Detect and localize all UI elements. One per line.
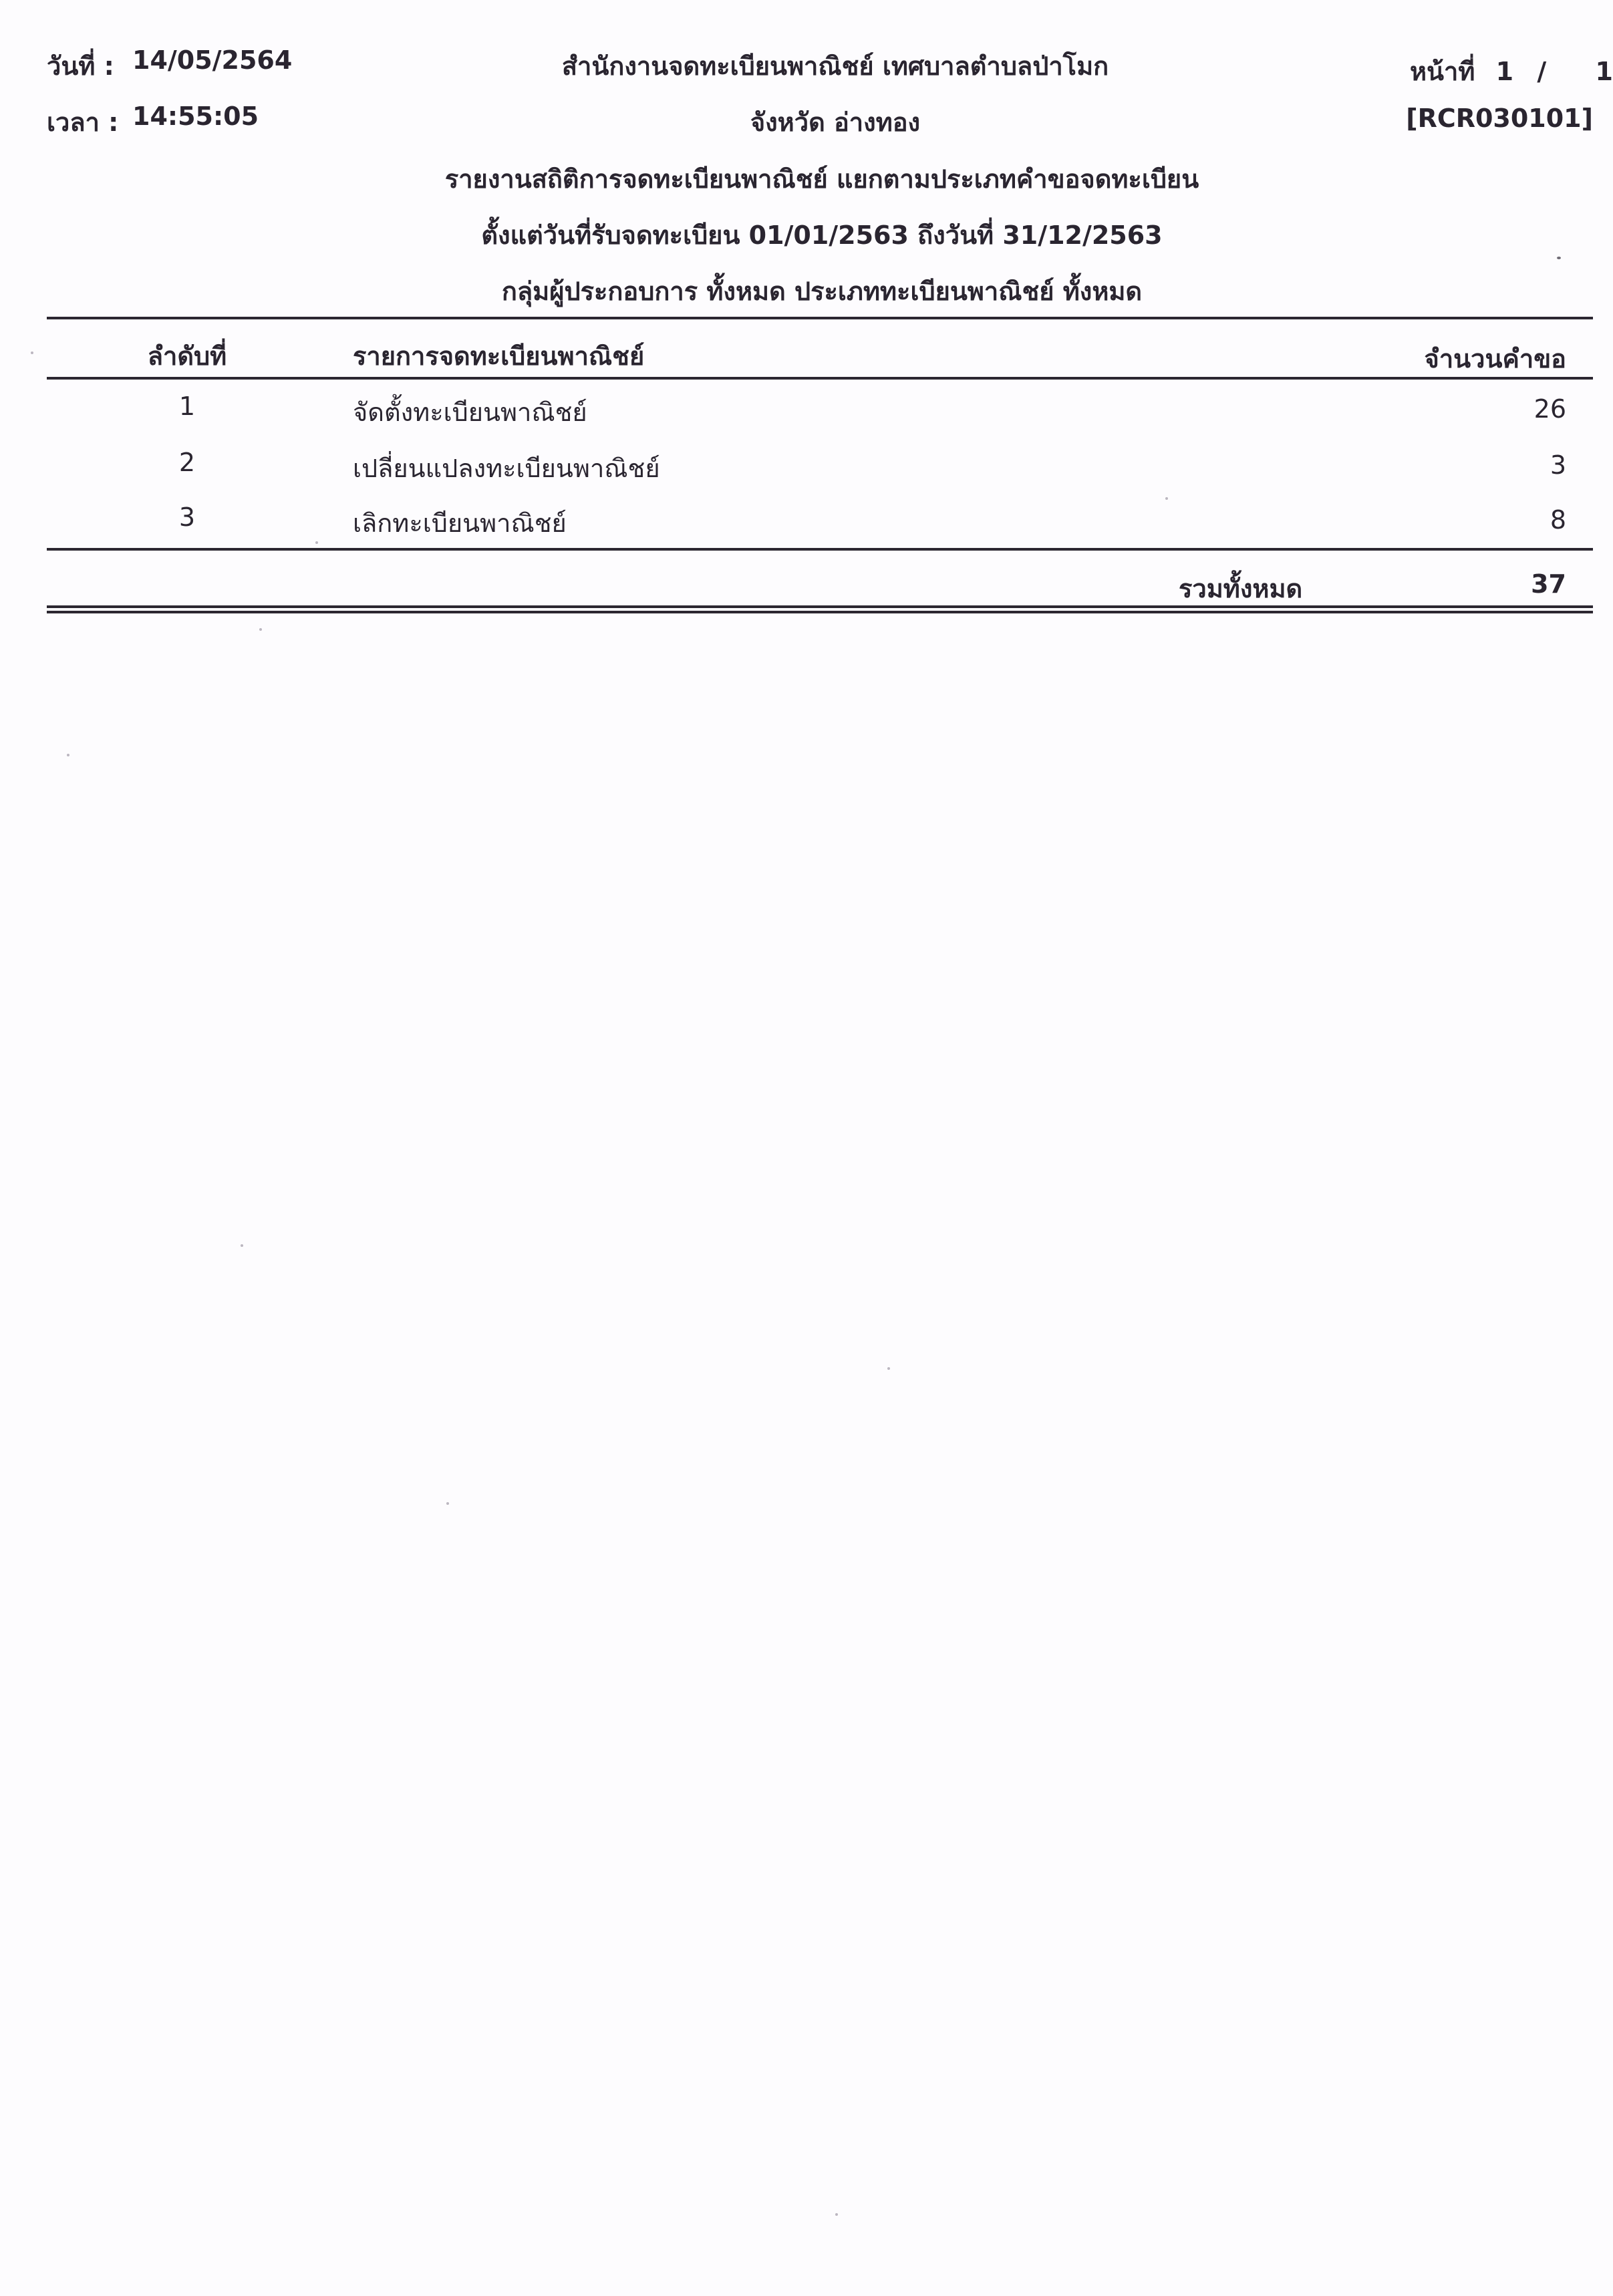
page-label: หน้าที่ xyxy=(1410,57,1475,86)
scan-speck xyxy=(446,1502,449,1505)
total-value: 37 xyxy=(1531,569,1566,599)
scan-speck xyxy=(835,2213,838,2216)
page-number xyxy=(1410,51,1613,92)
row-item: เลิกทะเบียนพาณิชย์ xyxy=(353,509,567,538)
scan-speck xyxy=(67,754,69,756)
office-name: สำนักงานจดทะเบียนพาณิชย์ เทศบาลตำบลป่าโมก xyxy=(561,51,1109,81)
table-header-rule xyxy=(47,377,1593,380)
date-range: ตั้งแต่วันที่รับจดทะเบียน 01/01/2563 ถึงวันที่ 31/12/2563 xyxy=(481,221,1163,250)
page-total: 1 xyxy=(1595,57,1613,86)
row-count: 3 xyxy=(1550,450,1566,480)
row-item: จัดตั้งทะเบียนพาณิชย์ xyxy=(353,398,587,427)
scan-speck xyxy=(1557,257,1561,259)
row-no: 3 xyxy=(178,503,196,532)
report-code: [RCR030101] xyxy=(1406,104,1593,133)
column-header-count: จำนวนคำขอ xyxy=(1424,344,1566,374)
column-header-item: รายการจดทะเบียนพาณิชย์ xyxy=(353,341,645,371)
row-count: 26 xyxy=(1533,394,1566,424)
column-header-no: ลำดับที่ xyxy=(147,341,227,371)
date-value: 14/05/2564 xyxy=(132,45,293,75)
date-label: วันที่ : xyxy=(47,51,114,81)
page-separator: / xyxy=(1537,57,1547,86)
scan-speck xyxy=(31,351,33,354)
filter-line: กลุ่มผู้ประกอบการ ทั้งหมด ประเภททะเบียนพาณิชย์ ทั้งหมด xyxy=(501,277,1143,306)
time-value: 14:55:05 xyxy=(132,102,259,131)
scan-speck xyxy=(315,541,318,544)
scan-speck xyxy=(887,1367,890,1370)
total-double-rule-bottom xyxy=(47,611,1593,613)
row-item: เปลี่ยนแปลงทะเบียนพาณิชย์ xyxy=(353,454,660,483)
report-title: รายงานสถิติการจดทะเบียนพาณิชย์ แยกตามประเภทคำขอจดทะเบียน xyxy=(444,164,1199,194)
page-current: 1 xyxy=(1495,57,1514,86)
total-label: รวมทั้งหมด xyxy=(1179,574,1303,603)
time-label: เวลา : xyxy=(47,108,119,137)
row-no: 1 xyxy=(178,392,196,421)
table-body-rule xyxy=(47,548,1593,551)
scan-speck xyxy=(259,628,262,631)
row-no: 2 xyxy=(178,448,196,477)
province: จังหวัด อ่างทอง xyxy=(750,108,921,137)
scan-speck xyxy=(241,1244,243,1247)
total-double-rule-top xyxy=(47,605,1593,608)
row-count: 8 xyxy=(1550,505,1566,535)
scan-speck xyxy=(1165,497,1168,500)
table-top-rule xyxy=(47,317,1593,319)
